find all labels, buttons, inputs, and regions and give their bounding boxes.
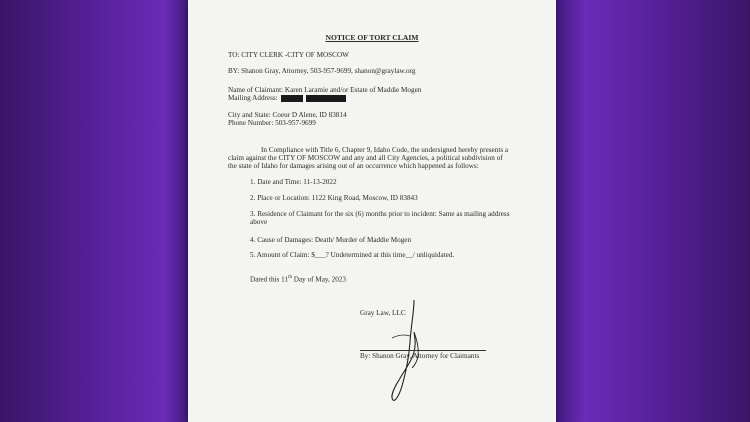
compliance-line-3: the state of Idaho for damages arising out of an occurrence which happened as follows: [228, 162, 479, 170]
signature-by-line: By: Shanon Gray, Attorney for Claimants [360, 352, 480, 360]
dated-ordinal: th [288, 275, 292, 280]
dated-prefix: Dated this 11 [250, 275, 289, 284]
compliance-line-2: claim against the CITY OF MOSCOW and any and all City Agencies, a political subdivision of [228, 154, 503, 162]
city-state: City and State: Coeur D Alene, ID 83814 [228, 111, 347, 119]
mailing-address [228, 94, 346, 103]
item-residence: 3. Residence of Claimant for the six (6) months prior to incident: Same as mailing address [250, 210, 510, 218]
compliance-line-1: In Compliance with Title 6, Chapter 9, Idaho Code, the undersigned hereby presents a [261, 146, 509, 154]
redaction-bar [306, 95, 346, 102]
item-location: 2. Place or Location: 1122 King Road, Moscow, ID 83843 [250, 194, 418, 202]
item-date-time: 1. Date and Time: 11-13-2022 [250, 178, 337, 186]
item-cause: 4. Cause of Damages: Death/ Murder of Maddie Mogen [250, 236, 412, 244]
claimant-name: Name of Claimant: Karen Laramie and/or Estate of Maddie Mogen [228, 86, 422, 94]
item-residence-cont: above [250, 218, 268, 226]
by-line: BY: Shanon Gray, Attorney, 503-957-9699, shanon@graylaw.org [228, 67, 416, 75]
redaction-bar [281, 95, 303, 102]
dated-line [250, 273, 346, 284]
phone-number: Phone Number: 503-957-9699 [228, 119, 316, 127]
to-line: TO: CITY CLERK -CITY OF MOSCOW [228, 51, 349, 59]
item-amount: 5. Amount of Claim: $___? Undetermined at this time__/ unliquidated. [250, 251, 455, 259]
dated-suffix: Day of May, 2023 [291, 275, 346, 284]
tort-claim-document [188, 0, 556, 422]
document-title: NOTICE OF TORT CLAIM [325, 33, 419, 42]
mailing-address-label: Mailing Address: [228, 94, 278, 102]
signature-line [360, 350, 486, 351]
firm-name: Gray Law, LLC [360, 309, 406, 317]
